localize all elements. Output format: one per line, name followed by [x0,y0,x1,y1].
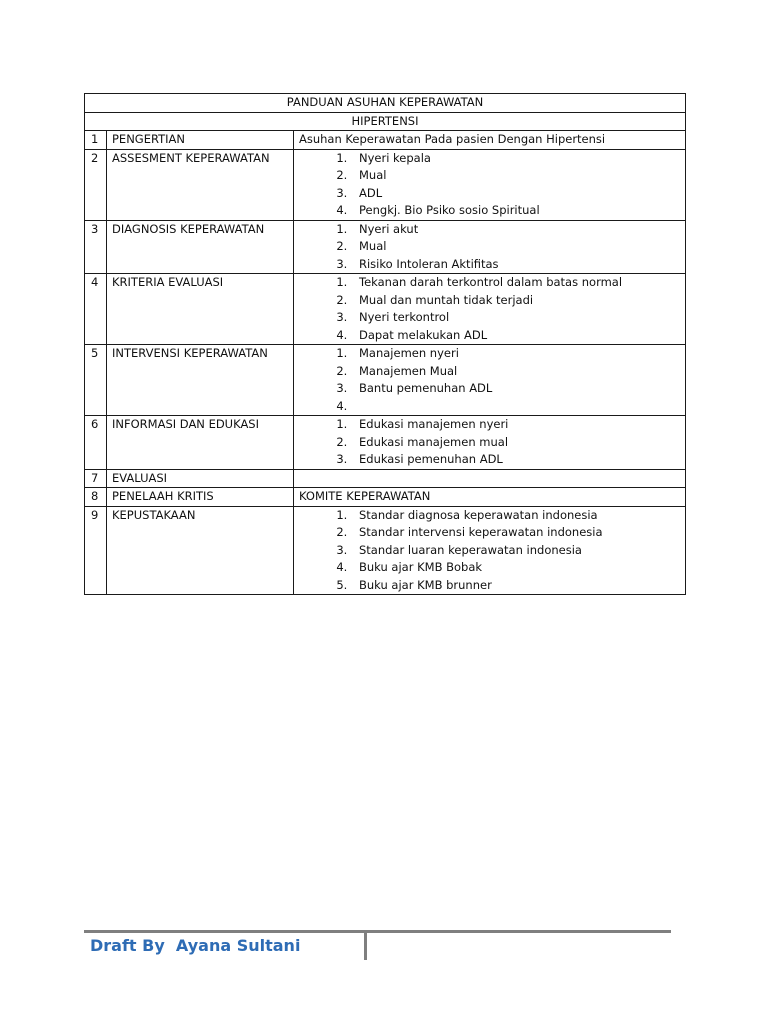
list-item: 3. Risiko Intoleran Aktifitas [351,256,680,274]
row-label: PENGERTIAN [107,131,294,150]
list-item: 4. Buku ajar KMB Bobak [351,559,680,577]
list-item: 2. Mual dan muntah tidak terjadi [351,292,680,310]
list-item: 4. Pengkj. Bio Psiko sosio Spiritual [351,202,680,220]
row-label: INFORMASI DAN EDUKASI [107,416,294,470]
list-item: 5. Buku ajar KMB brunner [351,577,680,595]
list-item: 1. Manajemen nyeri [351,345,680,363]
table-row [85,274,686,345]
row-label: KEPUSTAKAAN [107,506,294,595]
row-number: 8 [85,488,107,507]
list-item: 1. Nyeri akut [351,221,680,239]
row-content [294,274,686,345]
footer-author: Draft By Ayana Sultani [90,936,301,955]
row-content: Asuhan Keperawatan Pada pasien Dengan Hipertensi [294,131,686,150]
item-list [299,416,680,469]
title-row [85,94,686,113]
row-label: PENELAAH KRITIS [107,488,294,507]
row-number: 4 [85,274,107,345]
row-content [294,345,686,416]
table-row [85,220,686,274]
row-content [294,220,686,274]
list-item: 3. Bantu pemenuhan ADL [351,380,680,398]
row-number: 3 [85,220,107,274]
list-item: 3. ADL [351,185,680,203]
item-list [299,274,680,344]
row-number: 5 [85,345,107,416]
row-label: INTERVENSI KEPERAWATAN [107,345,294,416]
list-item: 3. Nyeri terkontrol [351,309,680,327]
footer-separator [364,933,367,960]
list-item: 2. Edukasi manajemen mual [351,434,680,452]
list-item: 4. Dapat melakukan ADL [351,327,680,345]
table-row [85,149,686,220]
subtitle-row [85,112,686,131]
row-label: EVALUASI [107,469,294,488]
list-item: 1. Edukasi manajemen nyeri [351,416,680,434]
row-label: KRITERIA EVALUASI [107,274,294,345]
table-row [85,131,686,150]
table-row [85,506,686,595]
row-number: 2 [85,149,107,220]
row-number: 6 [85,416,107,470]
table-row [85,488,686,507]
list-item: 2. Mual [351,238,680,256]
nursing-care-guide-table [84,93,686,595]
document-title: PANDUAN ASUHAN KEPERAWATAN [85,94,686,113]
item-list [299,345,680,415]
item-list [299,150,680,220]
list-item: 3. Standar luaran keperawatan indonesia [351,542,680,560]
list-item: 3. Edukasi pemenuhan ADL [351,451,680,469]
list-item: 2. Mual [351,167,680,185]
list-item: 1. Nyeri kepala [351,150,680,168]
document-subtitle: HIPERTENSI [85,112,686,131]
row-label: DIAGNOSIS KEPERAWATAN [107,220,294,274]
row-content [294,469,686,488]
list-item: 2. Standar intervensi keperawatan indonesia [351,524,680,542]
row-content: KOMITE KEPERAWATAN [294,488,686,507]
row-number: 9 [85,506,107,595]
list-item: 1. Tekanan darah terkontrol dalam batas normal [351,274,680,292]
row-content [294,506,686,595]
list-item: 2. Manajemen Mual [351,363,680,381]
item-list [299,221,680,274]
row-number: 1 [85,131,107,150]
table-row [85,469,686,488]
list-item [351,398,680,416]
item-list [299,507,680,595]
table-row [85,416,686,470]
row-content [294,416,686,470]
row-content [294,149,686,220]
list-item: 1. Standar diagnosa keperawatan indonesia [351,507,680,525]
table-row [85,345,686,416]
row-label: ASSESMENT KEPERAWATAN [107,149,294,220]
row-number: 7 [85,469,107,488]
footer-rule [84,930,671,933]
